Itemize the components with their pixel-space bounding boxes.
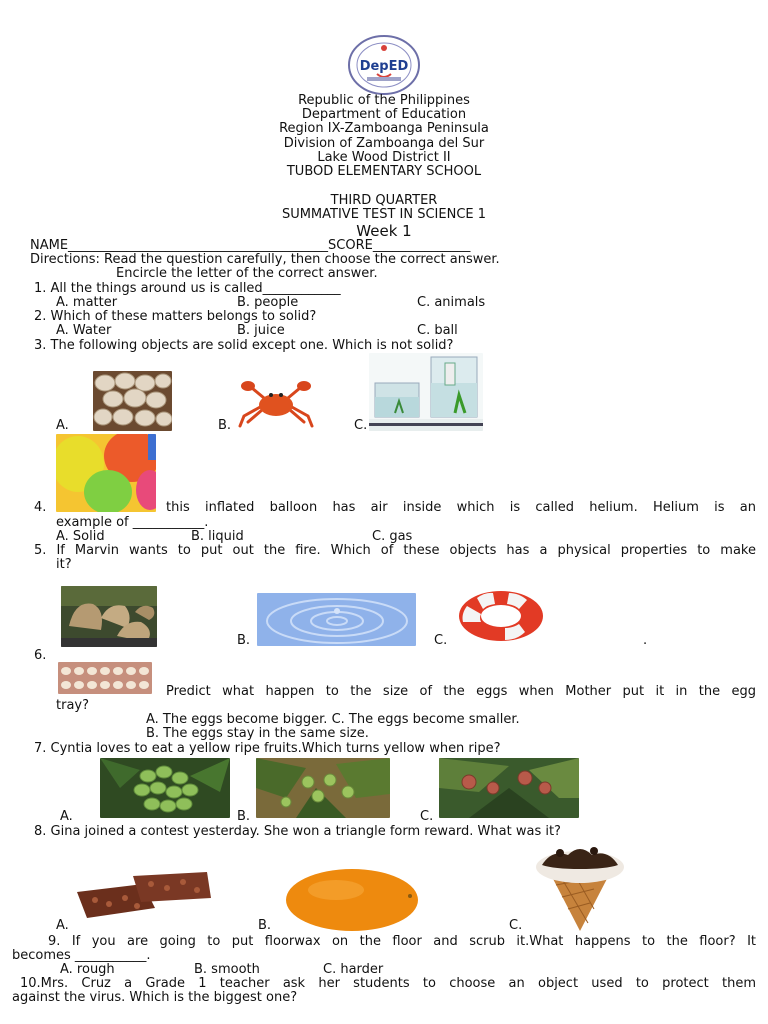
header-test-title: SUMMATIVE TEST IN SCIENCE 1 (281, 207, 487, 222)
header-department: Department of Education (301, 107, 467, 122)
q5-period: . (643, 633, 648, 648)
q6-text-line1: Predict what happen to the size of the eggs when Mother put it in the egg (166, 684, 756, 699)
deped-logo (347, 34, 421, 96)
q10-text-line1: 10.Mrs. Cruz a Grade 1 teacher ask her students to choose an object used to protect them (20, 976, 756, 991)
q1-option-c[interactable]: C. animals (417, 295, 486, 310)
q6-text-line2: tray? (56, 698, 90, 713)
q1-text: 1. All the things around us is called____________ (34, 281, 341, 296)
chocolate-bars-image (75, 870, 212, 921)
header-district: Lake Wood District II (317, 150, 451, 165)
q9-text-line2: becomes ___________. (12, 948, 151, 963)
fruit-tree-image (439, 758, 579, 818)
q9-option-a[interactable]: A. rough (60, 962, 115, 977)
q6-option-b[interactable]: B. The eggs stay in the same size. (146, 726, 369, 741)
q7-option-c[interactable]: C. (420, 809, 434, 824)
q8-option-b[interactable]: B. (258, 918, 272, 933)
q8-text: 8. Gina joined a contest yesterday. She won a triangle form reward. What was it? (34, 824, 561, 839)
guava-tree-image (256, 758, 390, 818)
q2-option-c[interactable]: C. ball (417, 323, 458, 338)
directions-line1: Directions: Read the question carefully, then choose the correct answer. (30, 252, 500, 267)
shells-image (93, 371, 172, 431)
q4-option-c[interactable]: C. gas (372, 529, 413, 544)
q3-option-c[interactable]: C. (354, 418, 368, 433)
q4-option-a[interactable]: A. Solid (56, 529, 105, 544)
q7-option-b[interactable]: B. (237, 809, 251, 824)
name-score-line: NAME________________________________________SCORE_______________ (30, 238, 471, 253)
q6-option-a-c[interactable]: A. The eggs become bigger. C. The eggs become smaller. (146, 712, 520, 727)
q4-text-line2: example of ___________. (56, 515, 209, 530)
eggs-tray-image (58, 662, 152, 694)
q4-number: 4. (34, 500, 47, 515)
q2-option-a[interactable]: A. Water (56, 323, 112, 338)
q9-option-b[interactable]: B. smooth (194, 962, 260, 977)
q5-option-c[interactable]: C. (434, 633, 448, 648)
header-week: Week 1 (356, 222, 412, 240)
mangoes-image (100, 758, 230, 818)
header-republic: Republic of the Philippines (298, 93, 470, 108)
orange-image (284, 866, 421, 933)
q7-text: 7. Cyntia loves to eat a yellow ripe fruits.Which turns yellow when ripe? (34, 741, 501, 756)
balloon-image (56, 434, 156, 512)
q5-text-line1: 5. If Marvin wants to put out the fire. Which of these objects has a physical properties to make (34, 543, 756, 558)
water-glasses-image (369, 353, 483, 431)
q2-text: 2. Which of these matters belongs to solid? (34, 309, 317, 324)
q7-option-a[interactable]: A. (60, 809, 73, 824)
q2-option-b[interactable]: B. juice (237, 323, 285, 338)
rocks-image (61, 586, 157, 647)
q1-option-b[interactable]: B. people (237, 295, 299, 310)
header-school: TUBOD ELEMENTARY SCHOOL (286, 164, 482, 179)
q8-option-a[interactable]: A. (56, 918, 69, 933)
header-quarter: THIRD QUARTER (330, 193, 438, 208)
q4-option-b[interactable]: B. liquid (191, 529, 244, 544)
q9-text-line1: 9. If you are going to put floorwax on the floor and scrub it.What happens to the floor? It (48, 934, 756, 949)
q4-text-line1: this inflated balloon has air inside which is called helium. Helium is an (166, 500, 756, 515)
q1-option-a[interactable]: A. matter (56, 295, 118, 310)
ice-cream-cone-image (532, 843, 628, 931)
q3-option-b[interactable]: B. (218, 418, 232, 433)
q10-text-line2: against the virus. Which is the biggest one? (12, 990, 298, 1005)
header-division: Division of Zamboanga del Sur (283, 136, 485, 151)
q5-option-b[interactable]: B. (237, 633, 251, 648)
q6-number: 6. (34, 648, 47, 663)
q8-option-c[interactable]: C. (509, 918, 523, 933)
q3-text: 3. The following objects are solid except one. Which is not solid? (34, 338, 454, 353)
directions-line2: Encircle the letter of the correct answer. (116, 266, 378, 281)
q5-text-line2: it? (56, 557, 72, 572)
water-ripple-image (257, 593, 416, 646)
life-buoy-image (455, 588, 548, 645)
q9-option-c[interactable]: C. harder (323, 962, 384, 977)
q3-option-a[interactable]: A. (56, 418, 69, 433)
header-region: Region IX-Zamboanga Peninsula (279, 121, 489, 136)
crab-image (234, 376, 318, 430)
logo-text: DepED (359, 59, 409, 74)
